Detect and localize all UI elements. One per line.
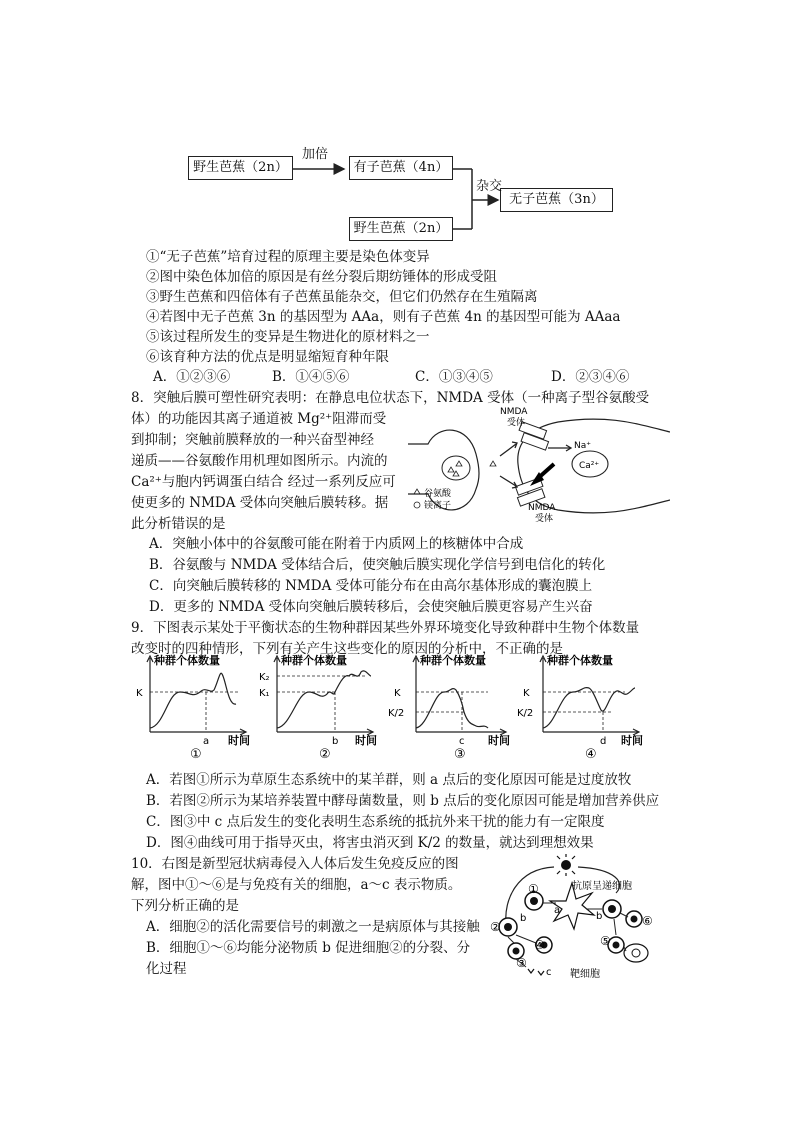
graph-2-k2: K₂ xyxy=(259,672,270,683)
q8-stem-line: 递质——谷氨酸作用机理如图所示。内流的 xyxy=(131,453,388,469)
box-seeded-banana: 有子芭蕉（4n） xyxy=(349,156,453,180)
q8-stem-line: Ca²⁺与胞内钙调蛋白结合 经过一系列反应可 xyxy=(131,474,396,490)
q9-option-a: A．若图①所示为草原生态系统中的某羊群，则 a 点后的变化原因可能是过度放牧 xyxy=(146,772,632,788)
graph-3-ylabel: 种群个体数量 xyxy=(420,654,486,667)
graph-2-xlabel: 时间 xyxy=(355,734,377,747)
synapse-figure xyxy=(408,404,670,526)
population-graph-1 xyxy=(130,652,260,760)
graph-4-k: K xyxy=(523,688,530,699)
letter-c: c xyxy=(546,967,552,978)
graph-4-index: ④ xyxy=(585,747,597,760)
graph-3-k-half: K/2 xyxy=(388,708,405,719)
legend-magnesium: 镁离子 xyxy=(424,501,452,511)
nmda-bottom-label: NMDA xyxy=(528,503,556,513)
cell-6 xyxy=(626,911,642,927)
virus-icon xyxy=(557,854,575,876)
ca-label: Ca²⁺ xyxy=(579,461,600,471)
nmda-receptor-bottom xyxy=(515,478,545,506)
cell-3-label: ③ xyxy=(516,956,527,970)
graph-1-index: ① xyxy=(190,747,202,760)
population-graph-3 xyxy=(388,652,518,760)
graph-3-k: K xyxy=(394,688,401,699)
cell-5-label: ⑤ xyxy=(600,934,611,948)
q7-statement: ⑤该过程所发生的变异是生物进化的原材料之一 xyxy=(146,329,430,345)
q7-statement: ②图中染色体加倍的原因是有丝分裂后期纺锤体的形成受阻 xyxy=(146,269,497,285)
q10-option-b: B．细胞①～⑥均能分泌物质 b 促进细胞②的分裂、分 xyxy=(146,940,471,956)
graph-2-index: ② xyxy=(319,747,331,760)
graph-4-k-half: K/2 xyxy=(517,708,534,719)
graph-2-ylabel: 种群个体数量 xyxy=(281,654,347,667)
nmda-top-label: 受体 xyxy=(507,418,526,428)
q10-option-b-cont: 化过程 xyxy=(146,961,187,977)
letter-b-right: b xyxy=(596,911,603,922)
q10-stem-line: 解，图中①～⑥是与免疫有关的细胞，a～c 表示物质。 xyxy=(131,877,462,893)
legend-glutamate: 谷氨酸 xyxy=(424,489,452,499)
na-label: Na⁺ xyxy=(574,441,591,451)
population-graph-4 xyxy=(515,652,651,760)
q9-stem-line: 改变时的四种情形，下列有关产生这些变化的原因的分析中，不正确的是 xyxy=(131,641,563,657)
q10-stem-line: 10．右图是新型冠状病毒侵入人体后发生免疫反应的图 xyxy=(131,856,459,872)
population-graph-2 xyxy=(257,652,387,760)
q10-option-a: A．细胞②的活化需要信号的刺激之一是病原体与其接触 xyxy=(146,919,480,935)
graph-4-ylabel: 种群个体数量 xyxy=(547,654,613,667)
nmda-top-label: NMDA xyxy=(500,407,528,417)
q8-stem-line: 使更多的 NMDA 受体向突触后膜转移。据 xyxy=(131,495,389,511)
box-wild-banana-top: 野生芭蕉（2n） xyxy=(188,156,293,180)
q9-option-d: D．图④曲线可用于指导灭虫，将害虫消灭到 K/2 的数量，就达到理想效果 xyxy=(146,835,594,851)
graph-3-xlabel: 时间 xyxy=(488,734,510,747)
graph-1-k: K xyxy=(136,688,143,699)
letter-a: a xyxy=(554,905,561,916)
q10-stem-line: 下列分析正确的是 xyxy=(131,898,239,914)
graph-1-xlabel: 时间 xyxy=(228,734,250,747)
q7-option-c: C．①③④⑤ xyxy=(415,369,493,385)
q8-stem-line: 此分析错误的是 xyxy=(131,516,226,532)
cell-2 xyxy=(499,918,517,936)
apc-label: 抗原呈递细胞 xyxy=(572,881,632,892)
q9-stem-line: 9．下图表示某处于平衡状态的生物种群因某些外界环境变化导致种群中生物个体数量 xyxy=(131,620,640,636)
q7-statement: ⑥该育种方法的优点是明显缩短育种年限 xyxy=(146,349,389,365)
q8-option-b: B．谷氨酸与 NMDA 受体结合后，使突触后膜实现化学信号到电信化的转化 xyxy=(149,557,606,573)
cell-4-label: ④ xyxy=(534,938,545,952)
graph-4-point: d xyxy=(600,736,607,747)
q7-option-a: A．①②③⑥ xyxy=(153,369,231,385)
cell-6-label: ⑥ xyxy=(642,914,653,928)
box-seedless-banana: 无子芭蕉（3n） xyxy=(500,188,613,212)
q8-option-a: A．突触小体中的谷氨酸可能在附着于内质网上的核糖体中合成 xyxy=(149,536,524,552)
box-wild-banana-bottom: 野生芭蕉（2n） xyxy=(349,217,453,241)
nmda-bottom-label: 受体 xyxy=(535,514,554,524)
label-double: 加倍 xyxy=(302,147,329,162)
q8-option-d: D．更多的 NMDA 受体向突触后膜转移后，会使突触后膜更容易产生兴奋 xyxy=(149,599,593,615)
immune-response-figure xyxy=(486,853,666,983)
graph-1-point: a xyxy=(203,736,210,747)
letter-b-left: b xyxy=(520,913,527,924)
graph-1-ylabel: 种群个体数量 xyxy=(154,654,220,667)
target-label: 靶细胞 xyxy=(570,969,600,980)
q8-stem-line: 体）的功能因其离子通道被 Mg²⁺阻滞而受 xyxy=(131,411,387,427)
q7-statement: ④若图中无子芭蕉 3n 的基因型为 AAa，则有子芭蕉 4n 的基因型可能为 AAaa xyxy=(146,309,621,325)
label-cross: 杂交 xyxy=(476,179,503,194)
q9-option-c: C．图③中 c 点后发生的变化表明生态系统的抵抗外来干扰的能力有一定限度 xyxy=(146,814,605,830)
q8-stem-line: 8．突触后膜可塑性研究表明：在静息电位状态下，NMDA 受体（一种离子型谷氨酸受 xyxy=(131,390,650,406)
graph-3-point: c xyxy=(459,736,465,747)
graph-2-k1: K₁ xyxy=(259,688,270,699)
graph-3-index: ③ xyxy=(454,747,466,760)
q8-stem-line: 到抑制；突触前膜释放的一种兴奋型神经 xyxy=(131,432,374,448)
graph-4-xlabel: 时间 xyxy=(621,734,643,747)
q7-statement: ③野生芭蕉和四倍体有子芭蕉虽能杂交，但它们仍然存在生殖隔离 xyxy=(146,289,538,305)
q7-option-d: D．②③④⑥ xyxy=(551,369,630,385)
q7-option-b: B．①④⑤⑥ xyxy=(272,369,350,385)
graph-2-point: b xyxy=(332,736,339,747)
q9-option-b: B．若图②所示为某培养装置中酵母菌数量，则 b 点后的变化原因可能是增加营养供应 xyxy=(146,793,660,809)
q8-option-c: C．向突触后膜转移的 NMDA 受体可能分布在由高尔基体形成的囊泡膜上 xyxy=(149,578,593,594)
cell-1-label: ① xyxy=(528,882,539,896)
target-cell xyxy=(624,944,648,962)
q7-statement: ①“无子芭蕉”培育过程的原理主要是染色体变异 xyxy=(146,249,430,265)
cell-2-label: ② xyxy=(490,920,501,934)
